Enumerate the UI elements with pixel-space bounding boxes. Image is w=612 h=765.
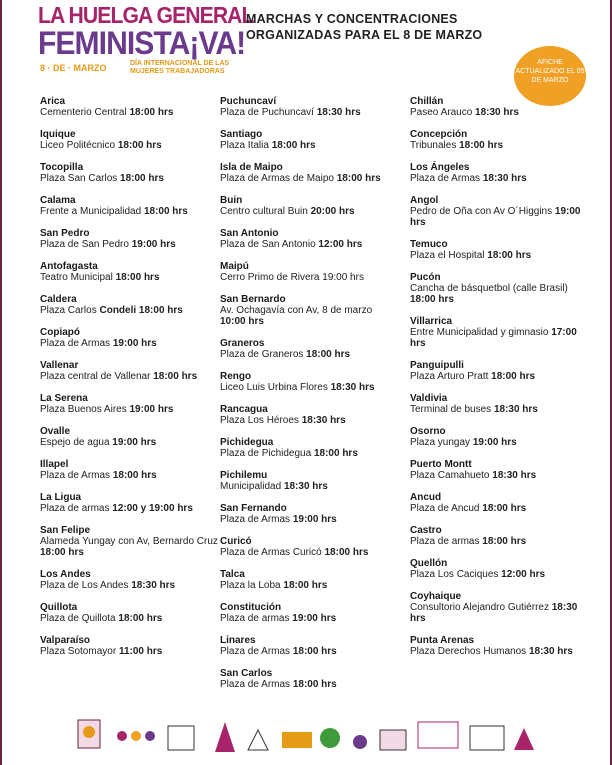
event-time: 11:00 hrs (118, 646, 163, 657)
event-city: Los Ángeles (410, 162, 470, 173)
event-place: Cancha de básquetbol (calle Brasil) (410, 283, 568, 294)
event-entry (220, 228, 398, 250)
event-entry (40, 327, 218, 349)
event-place: Liceo Luis Urbina Flores (220, 382, 328, 393)
event-entry (220, 635, 398, 657)
event-time: 18:00 hrs (410, 294, 454, 305)
event-place: Teatro Municipal (40, 272, 113, 283)
event-place: Liceo Politécnico (40, 140, 116, 151)
logo-subtitle: DÍA INTERNACIONAL DE LAS MUJERES TRABAJADORAS (130, 60, 230, 75)
event-city: Iquique (40, 129, 76, 140)
event-place: Plaza de Puchuncaví (220, 107, 314, 118)
event-place: Plaza Buenos Aires (40, 404, 127, 415)
event-time: 18:00 hrs (153, 371, 198, 382)
event-city: Ancud (410, 492, 442, 503)
event-location (220, 415, 398, 426)
event-place: Plaza Los Héroes (220, 415, 299, 426)
event-place: Plaza Carlos (40, 305, 97, 316)
event-place: Plaza de Armas (40, 338, 111, 349)
event-time: 18:30 hrs (482, 173, 527, 184)
event-place: Centro cultural Buin (220, 206, 308, 217)
event-time: 18:00 hrs (482, 536, 527, 547)
event-place: Plaza Camahueto (410, 470, 490, 481)
event-place: Espejo de agua (40, 437, 110, 448)
event-place: Cementerio Central (40, 107, 127, 118)
event-time: 12:00 hrs (318, 239, 363, 250)
event-time: 18:30 hrs (301, 415, 346, 426)
event-city: Pucón (410, 272, 441, 283)
event-location (220, 239, 398, 250)
event-location (410, 283, 585, 305)
event-place: Plaza de armas (220, 613, 290, 624)
event-city: San Felipe (40, 525, 91, 536)
event-location (220, 305, 398, 327)
event-time: 18:00 hrs (306, 349, 351, 360)
event-city: Temuco (410, 239, 448, 250)
event-time: 18:30 hrs (330, 382, 375, 393)
event-time: 18:00 hrs (324, 547, 369, 558)
event-city: Villarrica (410, 316, 453, 327)
event-city: Valparaíso (40, 635, 91, 646)
event-entry (410, 525, 585, 547)
event-time: 18:00 hrs (283, 580, 328, 591)
event-city: Puerto Montt (410, 459, 472, 470)
event-city: Panguipulli (410, 360, 464, 371)
event-entry (40, 162, 218, 184)
event-location (220, 272, 398, 283)
event-location (410, 503, 585, 514)
event-entry (40, 294, 218, 316)
event-entry (220, 602, 398, 624)
event-place: Plaza de Los Andes (40, 580, 129, 591)
event-location (40, 140, 218, 151)
event-time: 18:00 hrs (487, 250, 532, 261)
event-place: Consultorio Alejandro Gutiérrez (410, 602, 549, 613)
event-place: Entre Municipalidad y gimnasio (410, 327, 549, 338)
event-city: Chillán (410, 96, 444, 107)
event-location (220, 107, 398, 118)
event-city: Osorno (410, 426, 446, 437)
event-place: Av. Ochagavía con Av, 8 de marzo (220, 305, 373, 316)
event-city: Punta Arenas (410, 635, 475, 646)
event-city: Talca (220, 569, 245, 580)
event-city: Linares (220, 635, 256, 646)
event-location (410, 327, 585, 349)
event-entry (220, 162, 398, 184)
event-entry (410, 393, 585, 415)
event-place: Alameda Yungay con Av, Bernardo Cruz (40, 536, 218, 547)
event-location (410, 470, 585, 481)
event-city: Illapel (40, 459, 69, 470)
event-place: Plaza Arturo Pratt (410, 371, 489, 382)
column-north (40, 96, 218, 668)
event-place: Plaza Derechos Humanos (410, 646, 527, 657)
event-entry (410, 459, 585, 481)
logo-date: 8 · DE · MARZO (40, 63, 107, 73)
event-city: Curicó (220, 536, 252, 547)
event-place: Plaza central de Vallenar (40, 371, 151, 382)
event-city: Pichilemu (220, 470, 268, 481)
event-place: Cerro Primo de Rivera 19:00 hrs (220, 272, 364, 283)
event-time: 19:00 hrs (112, 338, 157, 349)
event-time: 10:00 hrs (220, 316, 264, 327)
event-location (40, 503, 218, 514)
event-location (220, 580, 398, 591)
event-location (220, 382, 398, 393)
event-time: 18:00 hrs (271, 140, 316, 151)
event-entry (40, 96, 218, 118)
event-city: Pichidegua (220, 437, 274, 448)
event-location (410, 602, 585, 624)
event-location (220, 140, 398, 151)
event-time: 18:00 hrs (40, 547, 84, 558)
event-location (40, 206, 218, 217)
event-place: Plaza de San Antonio (220, 239, 316, 250)
event-place: Plaza Los Caciques (410, 569, 499, 580)
event-time: 19:00 hrs (410, 206, 581, 228)
event-time: 18:30 hrs (131, 580, 176, 591)
event-city: Angol (410, 195, 439, 206)
event-entry (410, 426, 585, 448)
event-place: Plaza el Hospital (410, 250, 485, 261)
event-time: 18:00 hrs (491, 371, 536, 382)
event-entry (220, 195, 398, 217)
event-place: Plaza de Armas (40, 470, 111, 481)
event-entry (410, 272, 585, 305)
event-city: San Pedro (40, 228, 90, 239)
event-city: Santiago (220, 129, 263, 140)
logo-line-2: FEMINISTA¡VA! (38, 25, 246, 61)
event-place: Plaza de Quillota (40, 613, 116, 624)
event-location (220, 613, 398, 624)
event-time: 18:30 hrs (283, 481, 328, 492)
event-location (410, 437, 585, 448)
event-place: Plaza de Armas (220, 514, 291, 525)
event-city: Vallenar (40, 360, 79, 371)
event-place: Plaza de armas (40, 503, 110, 514)
event-location (410, 107, 585, 118)
event-place: Plaza de Armas (220, 679, 291, 690)
event-location (40, 107, 218, 118)
event-time: 18:30 hrs (475, 107, 519, 118)
event-entry (220, 129, 398, 151)
event-time: 18:00 hrs (129, 107, 174, 118)
event-entry (410, 492, 585, 514)
event-time: 19:00 hrs (472, 437, 517, 448)
event-location (220, 206, 398, 217)
event-time: 18:00 hrs (120, 173, 164, 184)
event-city: Buin (220, 195, 243, 206)
event-location (40, 536, 218, 558)
event-entry (410, 635, 585, 657)
event-city: Arica (40, 96, 66, 107)
event-location (40, 239, 218, 250)
event-entry (220, 294, 398, 327)
event-city: Copiapó (40, 327, 80, 338)
event-entry (40, 195, 218, 217)
event-time: 18:00 hrs (336, 173, 381, 184)
event-location (220, 349, 398, 360)
event-time: 17:00 hrs (410, 327, 577, 349)
event-place: Tribunales (410, 140, 457, 151)
event-entry (220, 668, 398, 690)
event-place: Paseo Arauco (410, 107, 473, 118)
event-place: Plaza de Pichidegua (220, 448, 312, 459)
event-place: Plaza de San Pedro (40, 239, 129, 250)
event-place: Municipalidad (220, 481, 282, 492)
event-place: Plaza San Carlos (40, 173, 118, 184)
event-city: San Carlos (220, 668, 273, 679)
event-city: Constitución (220, 602, 282, 613)
footer-illustration (0, 712, 612, 765)
event-location (410, 140, 585, 151)
event-location (410, 404, 585, 415)
event-city: La Serena (40, 393, 88, 404)
event-location (40, 437, 218, 448)
event-time: 19:00 hrs (292, 613, 337, 624)
event-location (220, 448, 398, 459)
event-time: 18:00 hrs (459, 140, 504, 151)
event-location (410, 646, 585, 657)
event-time: 12:00 y 19:00 hrs (112, 503, 193, 514)
event-city: Concepción (410, 129, 468, 140)
event-location (220, 547, 398, 558)
event-place: Plaza de Armas Curicó (220, 547, 322, 558)
event-time: 18:30 hrs (493, 404, 538, 415)
event-entry (410, 591, 585, 624)
event-city: Antofagasta (40, 261, 98, 272)
event-entry (40, 393, 218, 415)
event-time: 18:00 hrs (292, 646, 337, 657)
event-entry (40, 129, 218, 151)
event-entry (220, 470, 398, 492)
event-entry (410, 96, 585, 118)
column-center (220, 96, 398, 701)
event-city: Calama (40, 195, 76, 206)
update-badge: AFICHE ACTUALIZADO EL 05 DE MARZO (514, 46, 586, 106)
event-city: Tocopilla (40, 162, 84, 173)
event-place: Plaza de armas (410, 536, 480, 547)
event-place: Plaza de Armas (410, 173, 481, 184)
event-place: Plaza yungay (410, 437, 471, 448)
event-time: 12:00 hrs (501, 569, 546, 580)
event-location (220, 679, 398, 690)
event-entry (220, 404, 398, 426)
event-location (410, 206, 585, 228)
event-city: Quellón (410, 558, 448, 569)
event-time: 18:00 hrs (115, 272, 160, 283)
event-place: Plaza Sotomayor (40, 646, 117, 657)
event-city: San Antonio (220, 228, 279, 239)
event-entry (40, 459, 218, 481)
event-entry (220, 338, 398, 360)
event-place: Plaza la Loba (220, 580, 281, 591)
event-time: 19:00 hrs (129, 404, 174, 415)
event-time: 18:30 hrs (410, 602, 578, 624)
campaign-logo (38, 2, 254, 86)
footer-figures-icon (0, 712, 612, 765)
event-city: Valdivia (410, 393, 448, 404)
event-city: Coyhaique (410, 591, 462, 602)
event-location (410, 569, 585, 580)
event-entry (220, 569, 398, 591)
event-entry (410, 162, 585, 184)
event-location (40, 371, 218, 382)
event-time: 19:00 hrs (292, 514, 337, 525)
event-place: Plaza de Armas de Maipo (220, 173, 334, 184)
event-location (220, 646, 398, 657)
event-entry (410, 316, 585, 349)
event-city: Rengo (220, 371, 252, 382)
event-city: Graneros (220, 338, 265, 349)
event-location (40, 613, 218, 624)
event-city: La Ligua (40, 492, 82, 503)
event-entry (410, 360, 585, 382)
event-entry (40, 360, 218, 382)
event-entry (410, 195, 585, 228)
event-city: Isla de Maipo (220, 162, 283, 173)
event-entry (40, 602, 218, 624)
event-time: 19:00 hrs (112, 437, 157, 448)
event-place: Pedro de Oña con Av O´Higgins (410, 206, 553, 217)
event-city: Maipú (220, 261, 249, 272)
event-city: Puchuncaví (220, 96, 277, 107)
event-location (40, 580, 218, 591)
event-location (220, 514, 398, 525)
event-city: Quillota (40, 602, 78, 613)
event-city: Castro (410, 525, 442, 536)
event-time: 18:00 hrs (112, 470, 157, 481)
event-time: 18:30 hrs (316, 107, 361, 118)
event-location (410, 536, 585, 547)
event-time: 20:00 hrs (310, 206, 355, 217)
event-location (40, 272, 218, 283)
event-entry (40, 635, 218, 657)
event-city: Ovalle (40, 426, 71, 437)
event-location (40, 470, 218, 481)
event-location (410, 250, 585, 261)
event-time: Condeli 18:00 hrs (99, 305, 183, 316)
event-location (40, 173, 218, 184)
event-entry (40, 426, 218, 448)
event-location (40, 338, 218, 349)
event-city: Caldera (40, 294, 77, 305)
event-place: Frente a Municipalidad (40, 206, 142, 217)
event-time: 18:00 hrs (118, 613, 163, 624)
event-location (40, 646, 218, 657)
event-place: Terminal de buses (410, 404, 492, 415)
event-location (40, 305, 218, 316)
event-location (220, 481, 398, 492)
event-city: San Fernando (220, 503, 287, 514)
event-entry (410, 239, 585, 261)
event-time: 18:00 hrs (117, 140, 162, 151)
event-entry (220, 536, 398, 558)
event-location (410, 371, 585, 382)
left-border (0, 0, 2, 765)
event-entry (220, 437, 398, 459)
event-location (410, 173, 585, 184)
event-city: San Bernardo (220, 294, 286, 305)
event-time: 18:00 hrs (143, 206, 188, 217)
event-entry (220, 96, 398, 118)
event-city: Los Andes (40, 569, 91, 580)
event-entry (40, 492, 218, 514)
logo-line-1: LA HUELGA GENERAL (38, 2, 254, 28)
event-time: 18:00 hrs (482, 503, 527, 514)
event-time: 18:30 hrs (528, 646, 573, 657)
event-place: Plaza de Ancud (410, 503, 480, 514)
event-place: Plaza de Graneros (220, 349, 304, 360)
event-time: 18:00 hrs (292, 679, 337, 690)
event-entry (220, 371, 398, 393)
event-entry (220, 503, 398, 525)
page-title: MARCHAS Y CONCENTRACIONES ORGANIZADAS PARA EL 8 DE MARZO (246, 12, 483, 42)
column-south (410, 96, 585, 668)
event-time: 18:00 hrs (313, 448, 358, 459)
event-place: Plaza Italia (220, 140, 269, 151)
event-location (40, 404, 218, 415)
event-entry (410, 129, 585, 151)
event-entry (40, 228, 218, 250)
event-entry (40, 525, 218, 558)
event-location (220, 173, 398, 184)
event-place: Plaza de Armas (220, 646, 291, 657)
event-time: 18:30 hrs (492, 470, 537, 481)
event-entry (40, 261, 218, 283)
event-city: Rancagua (220, 404, 268, 415)
event-time: 19:00 hrs (131, 239, 176, 250)
event-entry (40, 569, 218, 591)
event-entry (220, 261, 398, 283)
event-entry (410, 558, 585, 580)
